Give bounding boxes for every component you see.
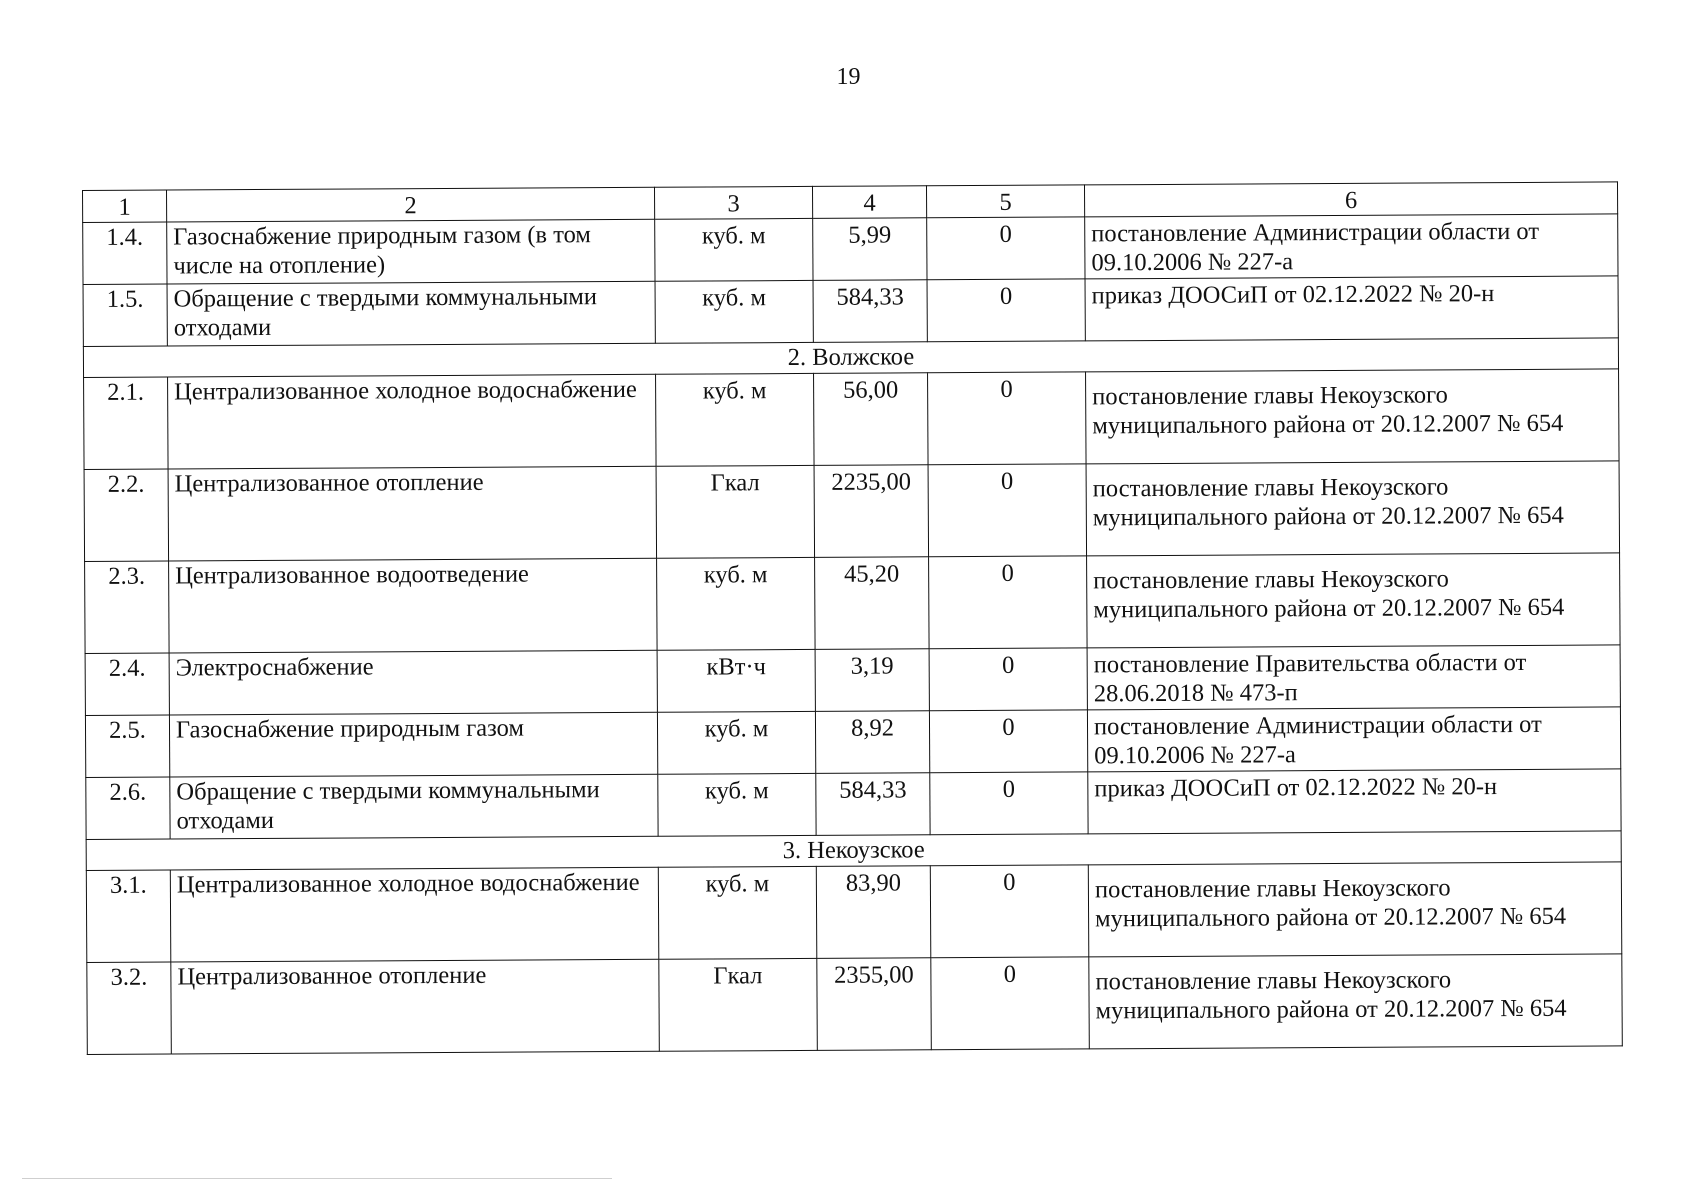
service-name-cell: Электроснабжение [169, 650, 657, 715]
header-cell-3: 3 [654, 186, 812, 219]
service-name-cell: Централизованное холодное водоснабжение [170, 867, 659, 962]
table-body [83, 182, 1623, 1055]
header-cell-2: 2 [167, 187, 655, 222]
value-5-cell: 0 [931, 957, 1090, 1050]
unit-cell: куб. м [657, 711, 815, 774]
document-cell: постановление главы Некоузского муниципального района от 20.12.2007 № 654 [1089, 954, 1623, 1049]
norm-value-cell: 584,33 [816, 773, 930, 836]
row-number-cell: 2.3. [85, 561, 170, 653]
unit-cell: куб. м [657, 557, 816, 650]
document-cell: приказ ДООСиП от 02.12.2022 № 20-н [1088, 769, 1621, 834]
table-row [83, 276, 1618, 347]
service-name-cell: Централизованное отопление [171, 959, 660, 1054]
value-5-cell: 0 [928, 372, 1087, 465]
table-row [84, 461, 1619, 562]
header-cell-4: 4 [812, 186, 926, 219]
value-5-cell: 0 [929, 648, 1087, 711]
header-cell-1: 1 [83, 190, 167, 222]
service-name-cell: Газоснабжение природным газом [169, 712, 657, 777]
norm-value-cell: 3,19 [815, 649, 929, 712]
norm-value-cell: 56,00 [814, 373, 929, 466]
unit-cell: куб. м [658, 866, 817, 959]
document-cell: постановление Администрации области от 09.10.2006 № 227-а [1085, 214, 1618, 279]
value-5-cell: 0 [930, 772, 1088, 835]
row-number-cell: 2.6. [86, 777, 170, 839]
row-number-cell: 2.1. [84, 377, 169, 469]
document-cell: постановление Администрации области от 09.10.2006 № 227-а [1087, 707, 1620, 772]
service-name-cell: Централизованное отопление [168, 466, 657, 561]
norm-value-cell: 8,92 [815, 711, 929, 774]
document-cell: постановление главы Некоузского муниципального района от 20.12.2007 № 654 [1087, 553, 1621, 648]
table-row [85, 707, 1620, 778]
service-name-cell: Газоснабжение природным газом (в том числе на отопление) [167, 219, 655, 284]
row-number-cell: 2.2. [84, 469, 169, 561]
document-cell: приказ ДООСиП от 02.12.2022 № 20-н [1085, 276, 1618, 341]
value-5-cell: 0 [929, 710, 1087, 773]
value-5-cell: 0 [927, 279, 1085, 342]
document-cell: постановление Правительства области от 28.06.2018 № 473-п [1087, 645, 1620, 710]
document-cell: постановление главы Некоузского муниципального района от 20.12.2007 № 654 [1086, 461, 1620, 556]
row-number-cell: 3.1. [86, 870, 171, 962]
table-row [87, 954, 1622, 1055]
table-row [84, 369, 1619, 470]
service-name-cell: Централизованное холодное водоснабжение [168, 374, 657, 469]
unit-cell: куб. м [658, 773, 816, 836]
table-row [86, 862, 1621, 963]
norm-value-cell: 584,33 [813, 280, 927, 343]
row-number-cell: 2.4. [85, 653, 169, 715]
document-cell: постановление главы Некоузского муниципального района от 20.12.2007 № 654 [1088, 862, 1622, 957]
page-number: 19 [836, 64, 861, 90]
table-row [85, 645, 1620, 716]
unit-cell: кВт·ч [657, 649, 815, 712]
document-cell: постановление главы Некоузского муниципального района от 20.12.2007 № 654 [1086, 369, 1620, 464]
unit-cell: куб. м [655, 218, 813, 281]
scan-artifact-line [22, 1178, 612, 1179]
norm-value-cell: 2235,00 [814, 465, 929, 558]
section-title: 2. Волжское [83, 338, 1618, 378]
unit-cell: Гкал [656, 465, 815, 558]
table-row [85, 553, 1620, 654]
row-number-cell: 3.2. [87, 962, 172, 1054]
norm-value-cell: 45,20 [815, 557, 930, 650]
header-cell-6: 6 [1084, 182, 1617, 217]
table-row [83, 214, 1618, 285]
value-5-cell: 0 [928, 464, 1087, 557]
row-number-cell: 2.5. [85, 715, 169, 777]
value-5-cell: 0 [930, 865, 1089, 958]
norm-value-cell: 5,99 [813, 218, 927, 281]
norm-value-cell: 2355,00 [817, 958, 932, 1051]
unit-cell: куб. м [656, 373, 815, 466]
header-cell-5: 5 [926, 185, 1084, 218]
row-number-cell: 1.4. [83, 222, 167, 284]
row-number-cell: 1.5. [83, 284, 167, 346]
value-5-cell: 0 [929, 556, 1088, 649]
unit-cell: куб. м [655, 280, 813, 343]
service-name-cell: Обращение с твердыми коммунальными отходами [170, 774, 658, 839]
service-name-cell: Централизованное водоотведение [169, 558, 658, 653]
section-title: 3. Некоузское [86, 831, 1621, 871]
value-5-cell: 0 [927, 217, 1085, 280]
tariff-table [82, 181, 1623, 1055]
norm-value-cell: 83,90 [816, 866, 931, 959]
service-name-cell: Обращение с твердыми коммунальными отходами [167, 281, 655, 346]
unit-cell: Гкал [659, 958, 818, 1051]
table-row [86, 769, 1621, 840]
